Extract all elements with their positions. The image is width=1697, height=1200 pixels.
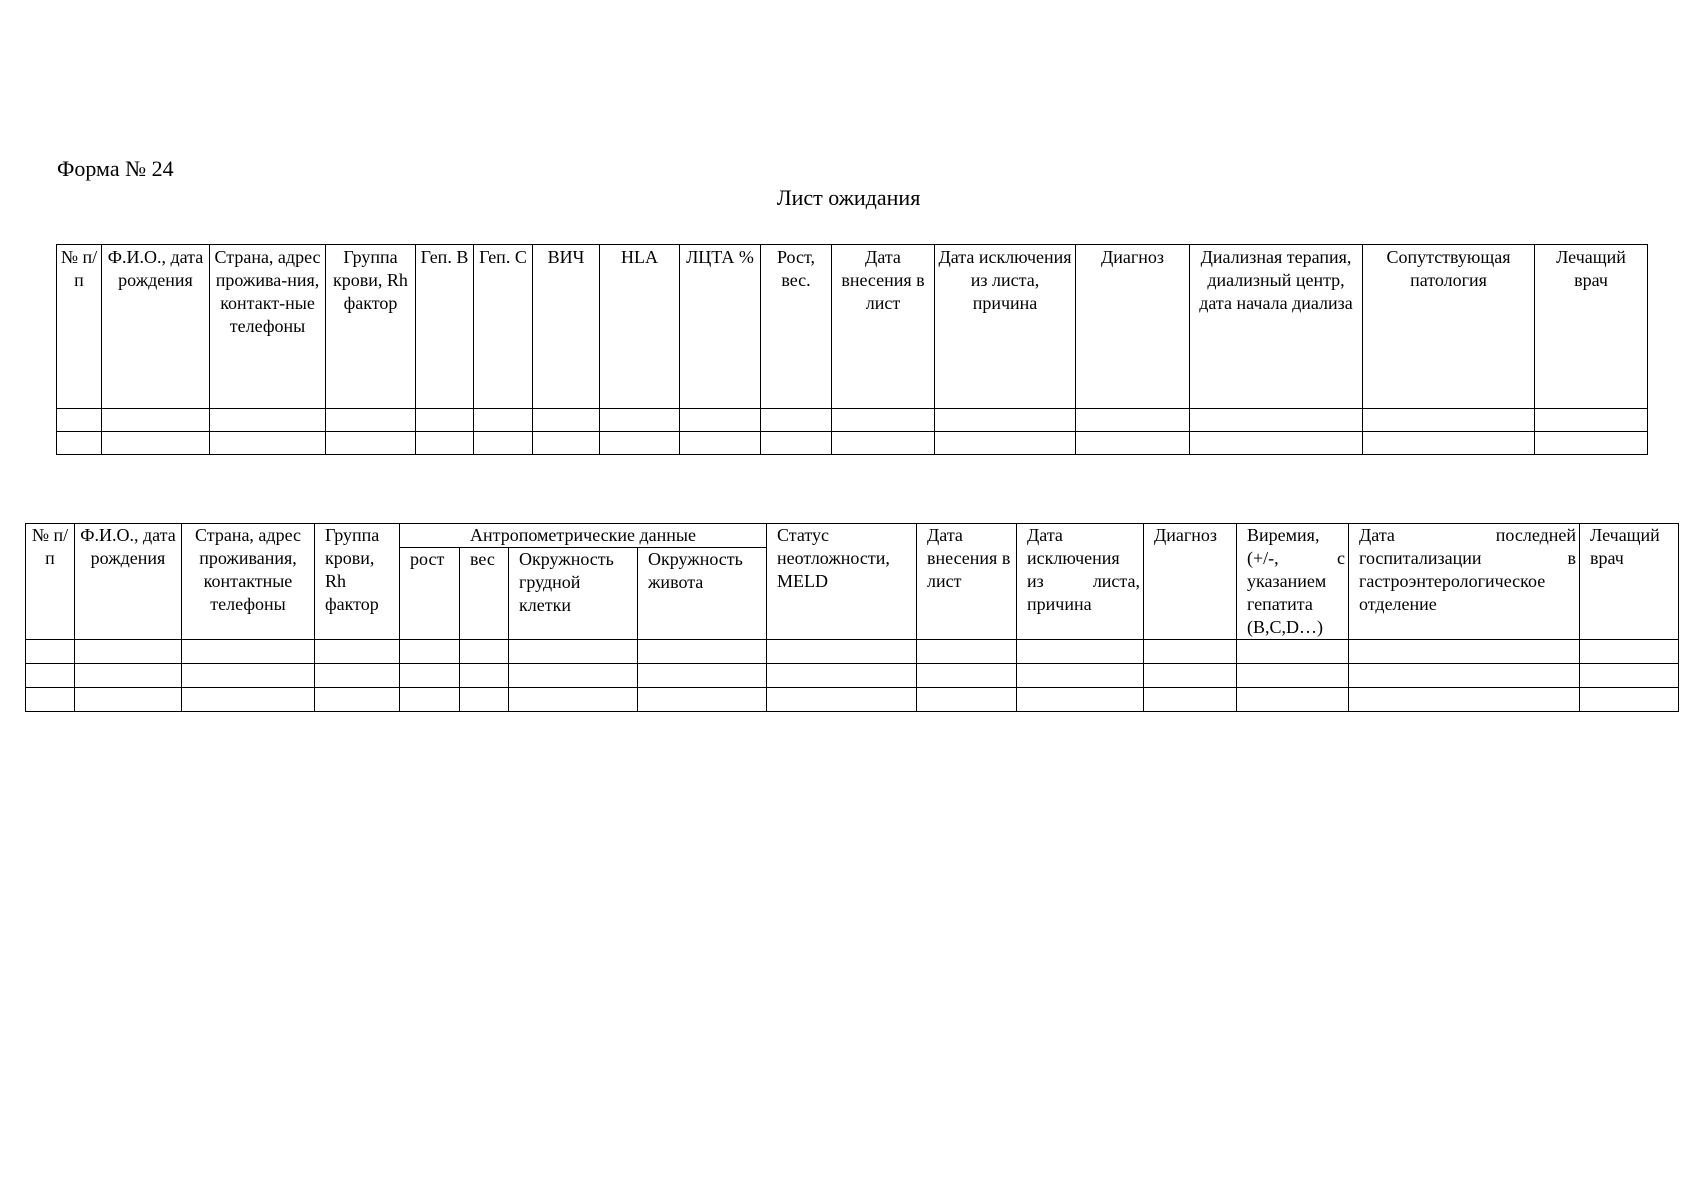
table-cell[interactable] <box>1580 640 1679 664</box>
header-blood-group: Группа крови, Rh фактор <box>326 245 416 409</box>
table-cell[interactable] <box>1144 664 1237 688</box>
table-cell[interactable] <box>1017 664 1144 688</box>
table-cell[interactable] <box>1076 432 1190 455</box>
table-row <box>57 432 1648 455</box>
table-cell[interactable] <box>210 409 326 432</box>
table-cell[interactable] <box>182 688 315 712</box>
header-num: № п/п <box>57 245 102 409</box>
header-num: № п/п <box>26 524 75 640</box>
table-cell[interactable] <box>767 664 917 688</box>
table-cell[interactable] <box>1237 688 1349 712</box>
table-cell[interactable] <box>400 640 460 664</box>
table-cell[interactable] <box>26 664 75 688</box>
table-cell[interactable] <box>182 640 315 664</box>
waiting-list-table-2 <box>25 523 1679 712</box>
header-weight: вес <box>460 548 509 640</box>
table-cell[interactable] <box>210 432 326 455</box>
header-hep-c: Геп. С <box>474 245 533 409</box>
table-cell[interactable] <box>1349 688 1580 712</box>
table-cell[interactable] <box>935 432 1076 455</box>
table-cell[interactable] <box>600 409 680 432</box>
table-cell[interactable] <box>638 688 767 712</box>
table-header-row <box>57 245 1648 409</box>
table-cell[interactable] <box>416 409 474 432</box>
table-cell[interactable] <box>102 432 210 455</box>
table-cell[interactable] <box>1363 432 1535 455</box>
header-comorbidity: Сопутствующая патология <box>1363 245 1535 409</box>
table-cell[interactable] <box>1349 640 1580 664</box>
table-cell[interactable] <box>1017 688 1144 712</box>
header-last-hospitalization: Дата последней госпитализации в гастроэнтерологическое отделение <box>1349 524 1580 640</box>
table-cell[interactable] <box>767 640 917 664</box>
table-cell[interactable] <box>460 688 509 712</box>
table-cell[interactable] <box>1237 664 1349 688</box>
table-cell[interactable] <box>761 432 832 455</box>
table-cell[interactable] <box>1580 664 1679 688</box>
table-cell[interactable] <box>400 688 460 712</box>
document-title: Лист ожидания <box>776 185 921 210</box>
header-blood-group: Группа крови, Rh фактор <box>315 524 400 640</box>
table-row <box>57 409 1648 432</box>
table-cell[interactable] <box>326 432 416 455</box>
header-diagnosis: Диагноз <box>1076 245 1190 409</box>
header-hep-b: Геп. В <box>416 245 474 409</box>
table-cell[interactable] <box>26 640 75 664</box>
header-date-removed: Дата исключения из листа, причина <box>1017 524 1144 640</box>
header-hla: HLA <box>600 245 680 409</box>
table-row <box>26 688 1679 712</box>
table-cell[interactable] <box>509 688 638 712</box>
header-hiv: ВИЧ <box>533 245 600 409</box>
table-cell[interactable] <box>533 409 600 432</box>
table-cell[interactable] <box>1190 409 1363 432</box>
table-cell[interactable] <box>75 664 182 688</box>
table-cell[interactable] <box>832 409 935 432</box>
header-chest: Окружность грудной клетки <box>509 548 638 640</box>
header-address: Страна, адрес проживания, контактные телефоны <box>182 524 315 640</box>
table-cell[interactable] <box>416 432 474 455</box>
header-address: Страна, адрес прожива-ния, контакт-ные телефоны <box>210 245 326 409</box>
table-header-row <box>26 524 1679 548</box>
table-cell[interactable] <box>917 664 1017 688</box>
header-dialysis: Диализная терапия, диализный центр, дата начала диализа <box>1190 245 1363 409</box>
table-cell[interactable] <box>1076 409 1190 432</box>
waiting-list-table-1 <box>56 244 1648 455</box>
table-cell[interactable] <box>57 432 102 455</box>
table-cell[interactable] <box>474 432 533 455</box>
table-cell[interactable] <box>57 409 102 432</box>
header-doctor: Лечащий врач <box>1535 245 1648 409</box>
header-anthropometric: Антропометрические данные <box>400 524 767 548</box>
table-cell[interactable] <box>680 432 761 455</box>
table-cell[interactable] <box>680 409 761 432</box>
header-doctor: Лечащий врач <box>1580 524 1679 640</box>
header-urgency-meld: Статус неотложности, MELD <box>767 524 917 640</box>
table-cell[interactable] <box>1017 640 1144 664</box>
table-cell[interactable] <box>460 640 509 664</box>
table-cell[interactable] <box>1535 409 1648 432</box>
table-cell[interactable] <box>761 409 832 432</box>
table-cell[interactable] <box>474 409 533 432</box>
table-cell[interactable] <box>182 664 315 688</box>
header-lcta: ЛЦТА % <box>680 245 761 409</box>
header-abdomen: Окружность живота <box>638 548 767 640</box>
table-cell[interactable] <box>1349 664 1580 688</box>
header-height-weight: Рост, вес. <box>761 245 832 409</box>
table-cell[interactable] <box>26 688 75 712</box>
table-cell[interactable] <box>767 688 917 712</box>
table-cell[interactable] <box>315 664 400 688</box>
table-cell[interactable] <box>832 432 935 455</box>
table-cell[interactable] <box>1363 409 1535 432</box>
table-cell[interactable] <box>509 640 638 664</box>
table-cell[interactable] <box>533 432 600 455</box>
table-cell[interactable] <box>400 664 460 688</box>
table-cell[interactable] <box>917 640 1017 664</box>
table-cell[interactable] <box>917 688 1017 712</box>
header-date-added: Дата внесения в лист <box>832 245 935 409</box>
table-cell[interactable] <box>75 640 182 664</box>
table-cell[interactable] <box>326 409 416 432</box>
table-cell[interactable] <box>935 409 1076 432</box>
table-cell[interactable] <box>509 664 638 688</box>
table-cell[interactable] <box>75 688 182 712</box>
header-viremia: Виремия, (+/-, с указанием гепатита (B,C,D…) <box>1237 524 1349 640</box>
header-fio: Ф.И.О., дата рождения <box>75 524 182 640</box>
header-fio: Ф.И.О., дата рождения <box>102 245 210 409</box>
table-cell[interactable] <box>1144 640 1237 664</box>
table-row <box>26 664 1679 688</box>
table-cell[interactable] <box>1580 688 1679 712</box>
table-cell[interactable] <box>460 664 509 688</box>
header-date-removed: Дата исключения из листа, причина <box>935 245 1076 409</box>
table-cell[interactable] <box>600 432 680 455</box>
table-cell[interactable] <box>315 688 400 712</box>
header-height: рост <box>400 548 460 640</box>
table-cell[interactable] <box>1535 432 1648 455</box>
table-row <box>26 640 1679 664</box>
table-cell[interactable] <box>315 640 400 664</box>
table-cell[interactable] <box>638 664 767 688</box>
table-cell[interactable] <box>638 640 767 664</box>
table-cell[interactable] <box>102 409 210 432</box>
table-cell[interactable] <box>1237 640 1349 664</box>
table-cell[interactable] <box>1144 688 1237 712</box>
table-cell[interactable] <box>1190 432 1363 455</box>
header-date-added: Дата внесения в лист <box>917 524 1017 640</box>
form-number: Форма № 24 <box>57 156 174 181</box>
header-diagnosis: Диагноз <box>1144 524 1237 640</box>
